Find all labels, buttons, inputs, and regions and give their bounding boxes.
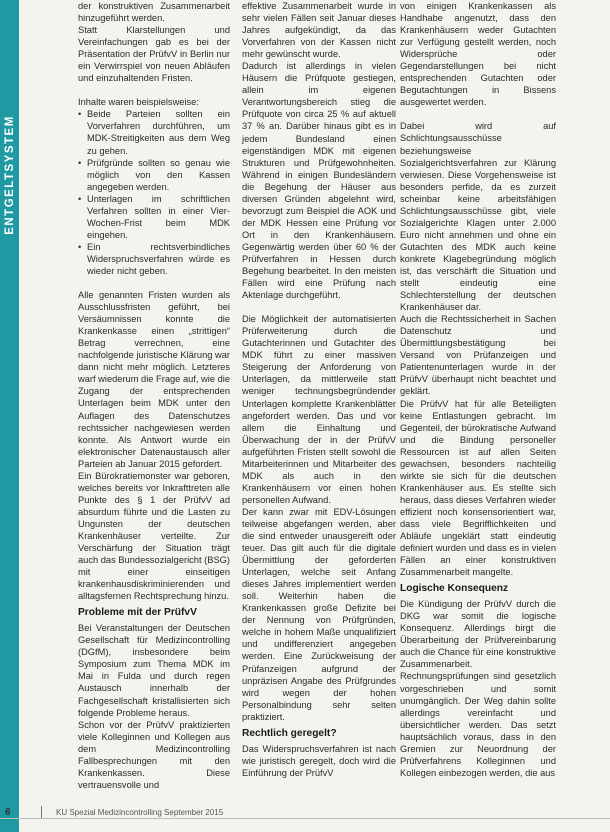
paragraph: Das Widerspruchsverfahren ist nach wie juristisch geregelt, doch wird die Einführung der PrüfvV (242, 743, 396, 778)
column-2 (242, 0, 396, 779)
paragraph: Die PrüfvV hat für alle Beteiligten keine Entlastungen gebracht. Im Gegenteil, der bürokratische Aufwand und die Bindung personeller Ressourcen ist auf allen Seiten gewachsen, besonders nachteilig wirkte sie sich für die deutschen Krankenhäuser aus. Es stellte sich heraus, dass dieses Verfahren wieder effizient noch konsensorientiert war, dass viele Begrifflichkeiten und Abläufe ungeklärt statt eindeutig definiert wurden und dass es in vielen Fällen an einer konstruktiven Zusammenarbeit mangelte. (400, 398, 556, 578)
paragraph: Dadurch ist allerdings in vielen Häusern die Prüfquote gestiegen, allein im eigenen Verantwortungsbereich stieg die Prüfquote von circa 25 % auf aktuell 37 % an. Darüber hinaus gibt es in jedem Bundesland einen eigenständigen MDK mit eigenen Strukturen und Prüfgewohnheiten. Während in einigen Bundesländern die Begehung der Häuser aus diversen Gründen abgelehnt wird, bevorzugt zum Beispiel die AOK und der MDK Hessen eine Prüfung vor Ort in den Krankenhäusern. Gegenwärtig werden über 60 % der Prüfverfahren in Hessen durch Begehung bearbeitet. In den meisten Fällen wird eine Prüfung nach Aktenlage durchgeführt. (242, 61, 396, 301)
paragraph: Der kann zwar mit EDV-Lösungen teilweise abgefangen werden, aber die sind entweder unausgereift oder teuer. Das gilt auch für die digitale Übermittlung der geforderten Unterlagen, welche seit Anfang dieses Jahres implementiert werden soll. Weiterhin haben die Krankenkassen große Defizite bei der Nennung von Prüfgründen, welche in hohem Maße unqualifiziert und undifferenziert angegeben werden. Eine Zurückweisung der Prüfanzeigen aufgrund der unpräzisen Angabe des Prüfgrundes wird wegen der hohen Personalbindung sehr selten praktiziert. (242, 506, 396, 722)
list-item: • Unterlagen im schriftlichen Verfahren sollten in einer Vier-Wochen-Frist beim MDK eingehen. (78, 193, 230, 241)
paragraph: Statt Klarstellungen und Vereinfachungen gab es bei der Präsentation der PrüfvV in Berlin nur ein Verwirrspiel von neuen Abläufen und einzuhaltenden Fristen. (78, 25, 230, 84)
column-3 (400, 0, 556, 779)
list-item: • Prüfgründe sollten so genau wie möglich von den Kassen angegeben werden. (78, 157, 230, 193)
paragraph: Auch die Rechtssicherheit in Sachen Datenschutz und Übermittlungsbestätigung bei Versand von Prüfanzeigen und Patientenunterlagen wurde in der PrüfvV überhaupt nicht beachtet und geklärt. (400, 314, 556, 397)
paragraph: Dabei wird auf Schlichtungsausschüsse beziehungsweise Sozialgerichtsverfahren zur Klärung verwiesen. Diese Vorgehensweise ist besonders perfide, da es zurzeit scheinbar keine arbeitsfähigen Schlichtungsausschüsse gibt, viele Sozialgerichte Klagen unter 2.000 Euro nicht annehmen und ohne ein Gutachten des MDK auch keine konkrete Klagebegründung möglich ist, das verschärft die Situation und stellt eindeutig eine Schlechterstellung der deutschen Krankenhäuser dar. (400, 121, 556, 313)
publication-name: KU Spezial Medizincontrolling September 2015 (56, 807, 224, 817)
list-item: • Ein rechtsverbindliches Widerspruchsverfahren würde es wieder nicht geben. (78, 241, 230, 277)
section-label-text: ENTGELTSYSTEM (3, 115, 16, 235)
paragraph: Die Möglichkeit der automatisierten Prüferweiterung durch die Gutachterinnen und Gutachter des MDK führt zu einer massiven Steigerung der Anforderung von Unterlagen, da mittlerweile statt weniger technungsbegründender Unterlagen komplette Krankenblätter angefordert werden. Das und vor allem die Einhaltung und Überwachung der in der PrüfvV aufgeführten Fristen stellt sowohl die Mitarbeiterinnen und Mitarbeiter des MDK als auch in den Krankenhäusern vor einen hohen personellen Aufwand. (242, 314, 396, 505)
page-footer (5, 806, 223, 818)
page-number: 6 (5, 806, 11, 818)
list-item: • Beide Parteien sollten ein Vorverfahren durchführen, um MDK-Streitigkeiten aus dem Weg zu gehen. (78, 108, 230, 156)
bullet-list (78, 108, 230, 277)
paragraph: Ein Bürokratiemonster war geboren, welches bereits vor Inkrafttreten alle Punkte des § 1 der PrüfvV ad absurdum führte und die Lasten zu Ungunsten der deutschen Krankenhäuser verteilte. Zur Verschärfung der Situation trägt auch das Bundessozialgericht (BSG) mit einer einseitigen krankenhausdiskriminierenden und alltagsfernen Rechtsprechung hinzu. (78, 470, 230, 602)
paragraph: Die Kündigung der PrüfvV durch die DKG war somit die logische Konsequenz. Allerdings birgt die Überarbeitung der Prüfvereinbarung auch die Chance für eine konstruktive Zusammenarbeit. Rechnungsprüfungen sind gesetzlich vorgeschrieben und somit unumgänglich. Der Weg dahin sollte allerdings vereinfacht und übersichtlicher werden. Das setzt hauptsächlich voraus, dass in den Gremien zur Neuordnung der Prüfverfahrens Kolleginnen und Kollegen einbezogen werden, die aus (400, 599, 556, 778)
column-1 (78, 0, 230, 791)
list-intro: Inhalte waren beispielsweise: (78, 97, 199, 108)
section-heading: Probleme mit der PrüfvV (78, 607, 197, 619)
paragraph: der konstruktiven Zusammenarbeit hinzugeführt werden. (78, 1, 230, 24)
section-heading: Logische Konsequenz (400, 583, 509, 595)
footer-rule (0, 818, 610, 819)
section-heading: Rechtlich geregelt? (242, 727, 337, 739)
paragraph: Bei Veranstaltungen der Deutschen Gesellschaft für Medizincontrolling (DGfM), insbesondere beim Symposium zum Thema MDK im Mai in Fulda und durch regen Austausch innerhalb der Fachgesellschaft kristallisierten sich folgende Probleme heraus. (78, 623, 230, 718)
paragraph: effektive Zusammenarbeit wurde in sehr vielen Fällen seit Januar dieses Jahres aufgekündigt, da das Vorverfahren von der Kassen nicht mehr gewünscht wurde. (242, 1, 396, 60)
paragraph: Alle genannten Fristen wurden als Ausschlussfristen geführt, bei Versäumnissen konnte die Krankenkasse einen „strittigen“ Betrag verrechnen, eine nachfolgende juristische Klärung war dann nicht mehr möglich. Letzteres warf wiederum die Frage auf, wie die Zugang der entsprechenden Unterlagen beim MDK unter den Auflagen des Datenschutzes rechtssicher nachgewiesen werden konnte. Als Antwort wurde ein elektronischer Datenaustausch aller Parteien ab Januar 2015 gefordert. (78, 290, 230, 469)
section-sidebar (0, 0, 19, 832)
footer-divider (41, 806, 42, 818)
section-label (0, 110, 19, 240)
paragraph: von einigen Krankenkassen als Handhabe angenutzt, dass den Krankenhäusern weder Gutachten zur Verfügung gestellt werden, noch Widersprüche oder Gegendarstellungen bei nicht entsprechenden Gutachten oder Begutachtungen in Bissens ausgewertet werden. (400, 1, 556, 108)
paragraph: Schon vor der PrüfvV praktizierten viele Kolleginnen und Kollegen aus dem Medizincontrolling Fallbesprechungen mit den Krankenkassen. Diese vertrauensvolle und (78, 719, 230, 790)
